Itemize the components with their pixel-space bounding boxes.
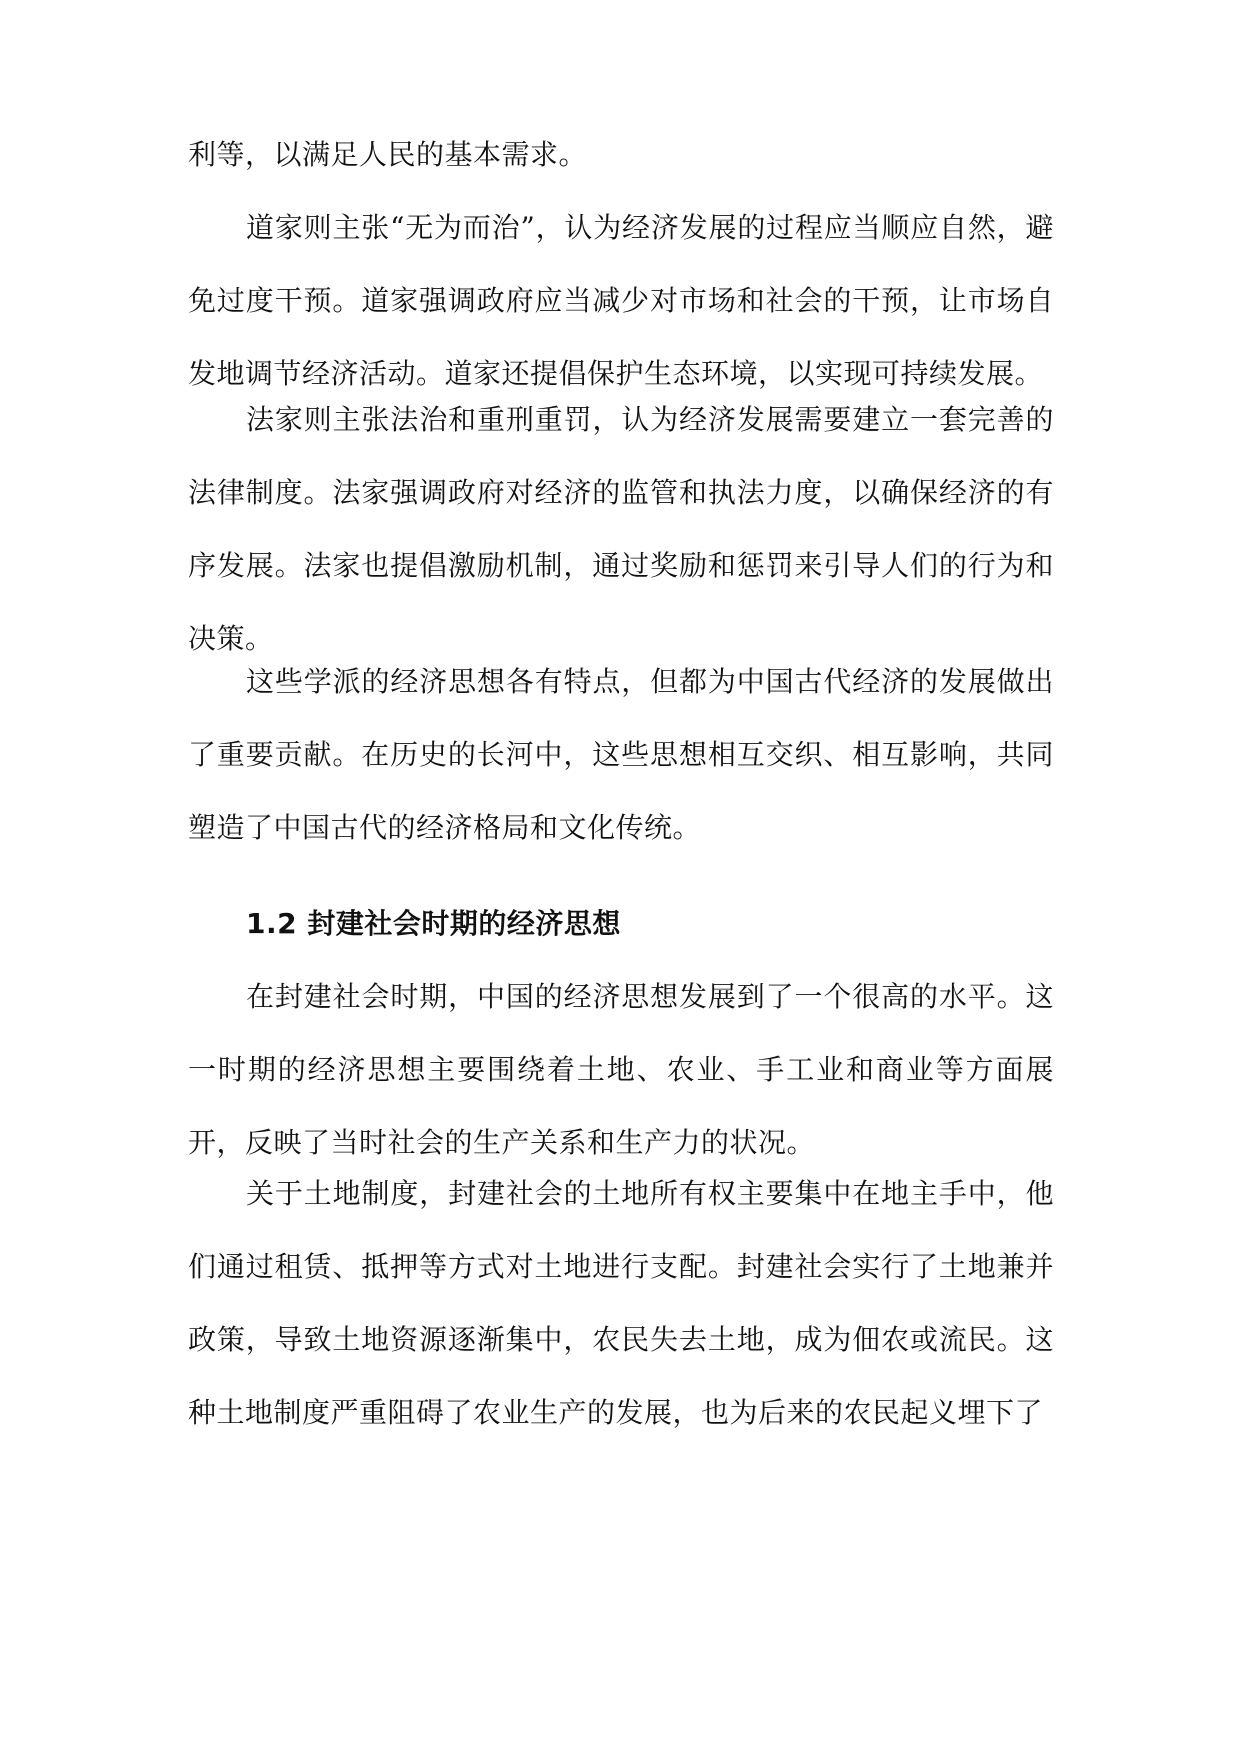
paragraph-daoist: 道家则主张“无为而治”，认为经济发展的过程应当顺应自然，避免过度干预。道家强调政府应当减少对市场和社会的干预，让市场自发地调节经济活动。道家还提倡保护生态环境，以实现可持续发展。 bbox=[188, 211, 1054, 390]
paragraph-continuation: 利等，以满足人民的基本需求。 bbox=[188, 138, 588, 171]
paragraph-summary: 这些学派的经济思想各有特点，但都为中国古代经济的发展做出了重要贡献。在历史的长河中，这些思想相互交织、相互影响，共同塑造了中国古代的经济格局和文化传统。 bbox=[188, 665, 1054, 844]
paragraph-feudal-intro: 在封建社会时期，中国的经济思想发展到了一个很高的水平。这一时期的经济思想主要围绕着土地、农业、手工业和商业等方面展开，反映了当时社会的生产关系和生产力的状况。 bbox=[188, 980, 1054, 1159]
section-heading: 1.2 封建社会时期的经济思想 bbox=[246, 907, 621, 940]
paragraph-legalist: 法家则主张法治和重刑重罚，认为经济发展需要建立一套完善的法律制度。法家强调政府对经济的监管和执法力度，以确保经济的有序发展。法家也提倡激励机制，通过奖励和惩罚来引导人们的行为和决策。 bbox=[188, 403, 1054, 655]
paragraph-land-system: 关于土地制度，封建社会的土地所有权主要集中在地主手中，他们通过租赁、抵押等方式对土地进行支配。封建社会实行了土地兼并政策，导致土地资源逐渐集中，农民失去土地，成为佃农或流民。这种土地制度严重阻碍了农业生产的发展，也为后来的农民起义埋下了 bbox=[188, 1177, 1054, 1429]
